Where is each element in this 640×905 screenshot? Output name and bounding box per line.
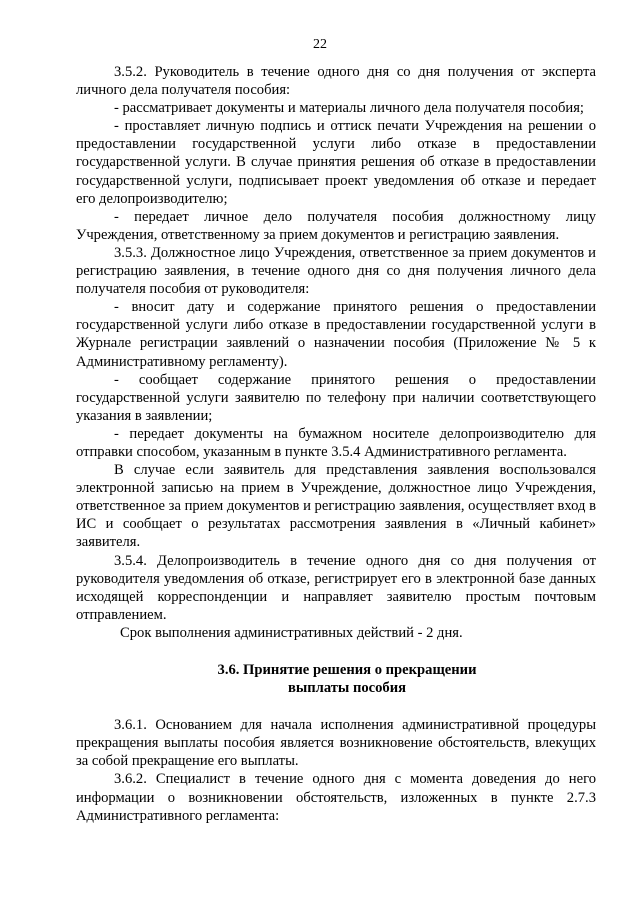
section-heading-line-1: 3.6. Принятие решения о прекращении (217, 662, 477, 678)
document-body (76, 63, 596, 825)
paragraph-sign-decision: - проставляет личную подпись и оттиск печати Учреждения на решении о предоставлении государственной услуги либо отказе в предоставлении государственной услуги. В случае принятия решения об отказе в предоставлении государственной услуги, подписывает проект уведомления об отказе и передает его делопроизводителю; (76, 118, 596, 207)
paragraph-deadline: Срок выполнения административных действий - 2 дня. (120, 624, 463, 641)
paragraph-review-documents: - рассматривает документы и материалы личного дела получателя пособия; (114, 100, 584, 117)
page-number: 22 (313, 37, 327, 52)
paragraph-3-5-2: 3.5.2. Руководитель в течение одного дня со дня получения от эксперта личного дела получателя пособия: (76, 64, 596, 99)
spacer (76, 642, 596, 661)
paragraph-enter-date: - вносит дату и содержание принятого решения о предоставлении государственной услуги либо отказе в предоставлении государственной услуги в Журнале регистрации заявлений о назначении пособия (Приложение № 5 к Административному регламенту). (76, 299, 596, 370)
paragraph-3-6-2: 3.6.2. Специалист в течение одного дня с момента доведения до него информации о возникновении обстоятельств, изложенных в пункте 2.7.3 Административного регламента: (76, 771, 596, 824)
spacer (76, 697, 596, 716)
paragraph-3-6-1: 3.6.1. Основанием для начала исполнения административной процедуры прекращения выплаты пособия является возникновение обстоятельств, влекущих за собой прекращение его выплаты. (76, 717, 596, 770)
paragraph-electronic-record: В случае если заявитель для представления заявления воспользовался электронной записью на прием в Учреждение, должностное лицо Учреждения, ответственное за прием документов и регистрацию заявления, осуществляет вход в ИС и сообщает о результатах рассмотрения заявления в «Личный кабинет» заявителя. (76, 462, 596, 551)
paragraph-transfer-paper: - передает документы на бумажном носителе делопроизводителю для отправки способом, указанным в пункте 3.5.4 Административного регламента. (76, 425, 596, 460)
section-heading-3-6 (76, 661, 596, 697)
paragraph-inform-by-phone: - сообщает содержание принятого решения о предоставлении государственной услуги заявителю по телефону при наличии соответствующего указания в заявлении; (76, 371, 596, 424)
paragraph-3-5-3: 3.5.3. Должностное лицо Учреждения, ответственное за прием документов и регистрацию заявления, в течение одного дня со дня получения личного дела получателя пособия от руководителя: (76, 244, 596, 298)
section-heading-line-2: выплаты пособия (287, 680, 407, 697)
paragraph-transfer-file: - передает личное дело получателя пособия должностному лицу Учреждения, ответственному за прием документов и регистрацию заявления. (76, 208, 596, 243)
paragraph-3-5-4: 3.5.4. Делопроизводитель в течение одного дня со дня получения от руководителя уведомления об отказе, регистрирует его в электронной базе данных исходящей корреспонденции и направляет заявителю простым почтовым отправлением. (76, 552, 596, 623)
